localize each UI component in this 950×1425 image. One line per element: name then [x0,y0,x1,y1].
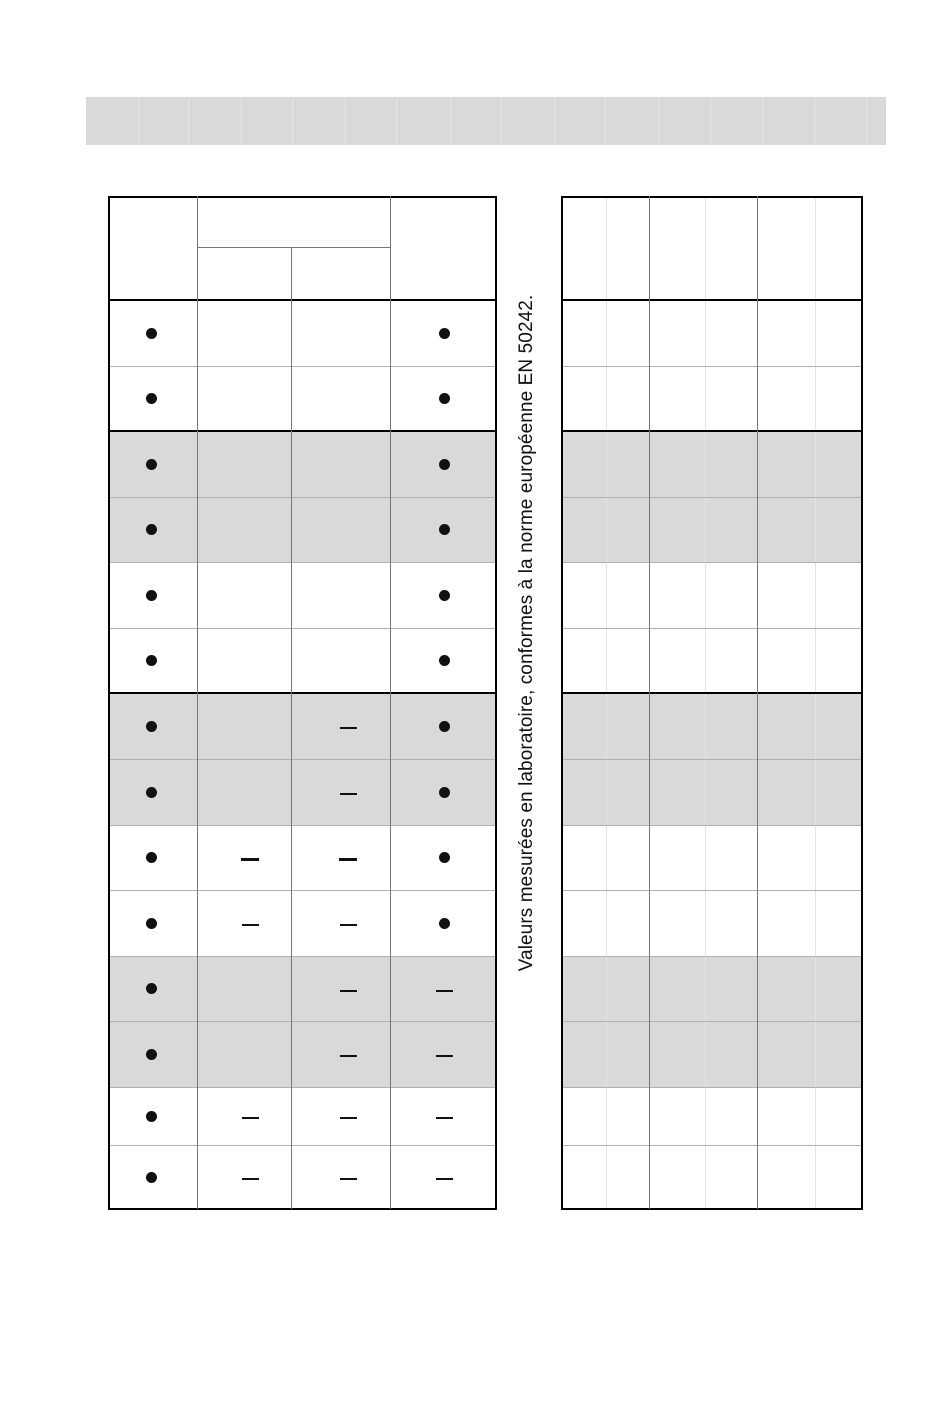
row-divider [108,366,496,367]
row-divider [108,1021,496,1022]
dash-icon [340,990,357,992]
dash-icon [339,858,357,861]
faint-gridline [815,196,816,1209]
table-border-top [108,196,497,198]
row-divider [108,956,496,957]
row-divider [108,759,496,760]
row-divider [561,1021,862,1022]
faint-gridline [606,196,607,1209]
row-divider [108,1087,496,1088]
dash-icon [436,1178,453,1180]
table-border-right [861,196,863,1210]
filled-dot-icon [439,787,450,798]
row-divider [561,628,862,629]
dash-icon [340,1055,357,1057]
measurement-note: Valeurs mesurées en laboratoire, conformes à la norme européenne EN 50242. [516,294,537,972]
row-divider [561,759,862,760]
dash-icon [436,1117,453,1119]
shaded-row [108,1021,496,1087]
filled-dot-icon [146,1172,157,1183]
row-divider [561,692,862,694]
dash-icon [436,1055,453,1057]
filled-dot-icon [439,852,450,863]
dash-icon [340,1178,357,1180]
row-divider [108,1145,496,1146]
header-divider [197,247,390,248]
row-divider [561,890,862,891]
dash-icon [340,1117,357,1119]
filled-dot-icon [146,983,157,994]
row-divider [561,1145,862,1146]
filled-dot-icon [146,328,157,339]
row-divider [561,430,862,432]
table-border-bottom [561,1208,863,1210]
filled-dot-icon [439,918,450,929]
dash-icon [242,924,259,926]
dash-icon [340,727,357,729]
column-divider [649,196,650,1209]
filled-dot-icon [439,393,450,404]
filled-dot-icon [146,918,157,929]
shaded-row [108,497,496,562]
filled-dot-icon [439,721,450,732]
table-border-left [108,196,110,1210]
filled-dot-icon [146,524,157,535]
row-divider [108,299,496,301]
table-border-right [495,196,497,1210]
section-header-band [86,97,886,145]
dash-icon [242,1117,259,1119]
filled-dot-icon [146,1111,157,1122]
filled-dot-icon [146,787,157,798]
shaded-row [108,759,496,825]
filled-dot-icon [439,524,450,535]
row-divider [561,1087,862,1088]
dash-icon [241,858,259,861]
row-divider [108,430,496,432]
filled-dot-icon [439,590,450,601]
dash-icon [340,924,357,926]
row-divider [561,956,862,957]
row-divider [561,299,862,301]
row-divider [108,890,496,891]
dash-icon [436,990,453,992]
row-divider [108,562,496,563]
row-divider [108,692,496,694]
row-divider [108,825,496,826]
filled-dot-icon [146,459,157,470]
table-border-bottom [108,1208,497,1210]
filled-dot-icon [146,852,157,863]
dash-icon [340,793,357,795]
table-border-top [561,196,863,198]
row-divider [108,628,496,629]
faint-gridline [705,196,706,1209]
filled-dot-icon [146,1049,157,1060]
shaded-row [108,956,496,1021]
filled-dot-icon [146,655,157,666]
column-divider [291,247,292,1209]
filled-dot-icon [439,655,450,666]
row-divider [561,562,862,563]
row-divider [108,497,496,498]
filled-dot-icon [146,393,157,404]
row-divider [561,366,862,367]
column-divider [757,196,758,1209]
shaded-row [108,693,496,759]
filled-dot-icon [146,721,157,732]
row-divider [561,825,862,826]
filled-dot-icon [439,328,450,339]
column-divider [390,196,391,1209]
shaded-row [108,431,496,497]
filled-dot-icon [146,590,157,601]
filled-dot-icon [439,459,450,470]
column-divider [197,196,198,1209]
table-border-left [561,196,563,1210]
dash-icon [242,1178,259,1180]
row-divider [561,497,862,498]
